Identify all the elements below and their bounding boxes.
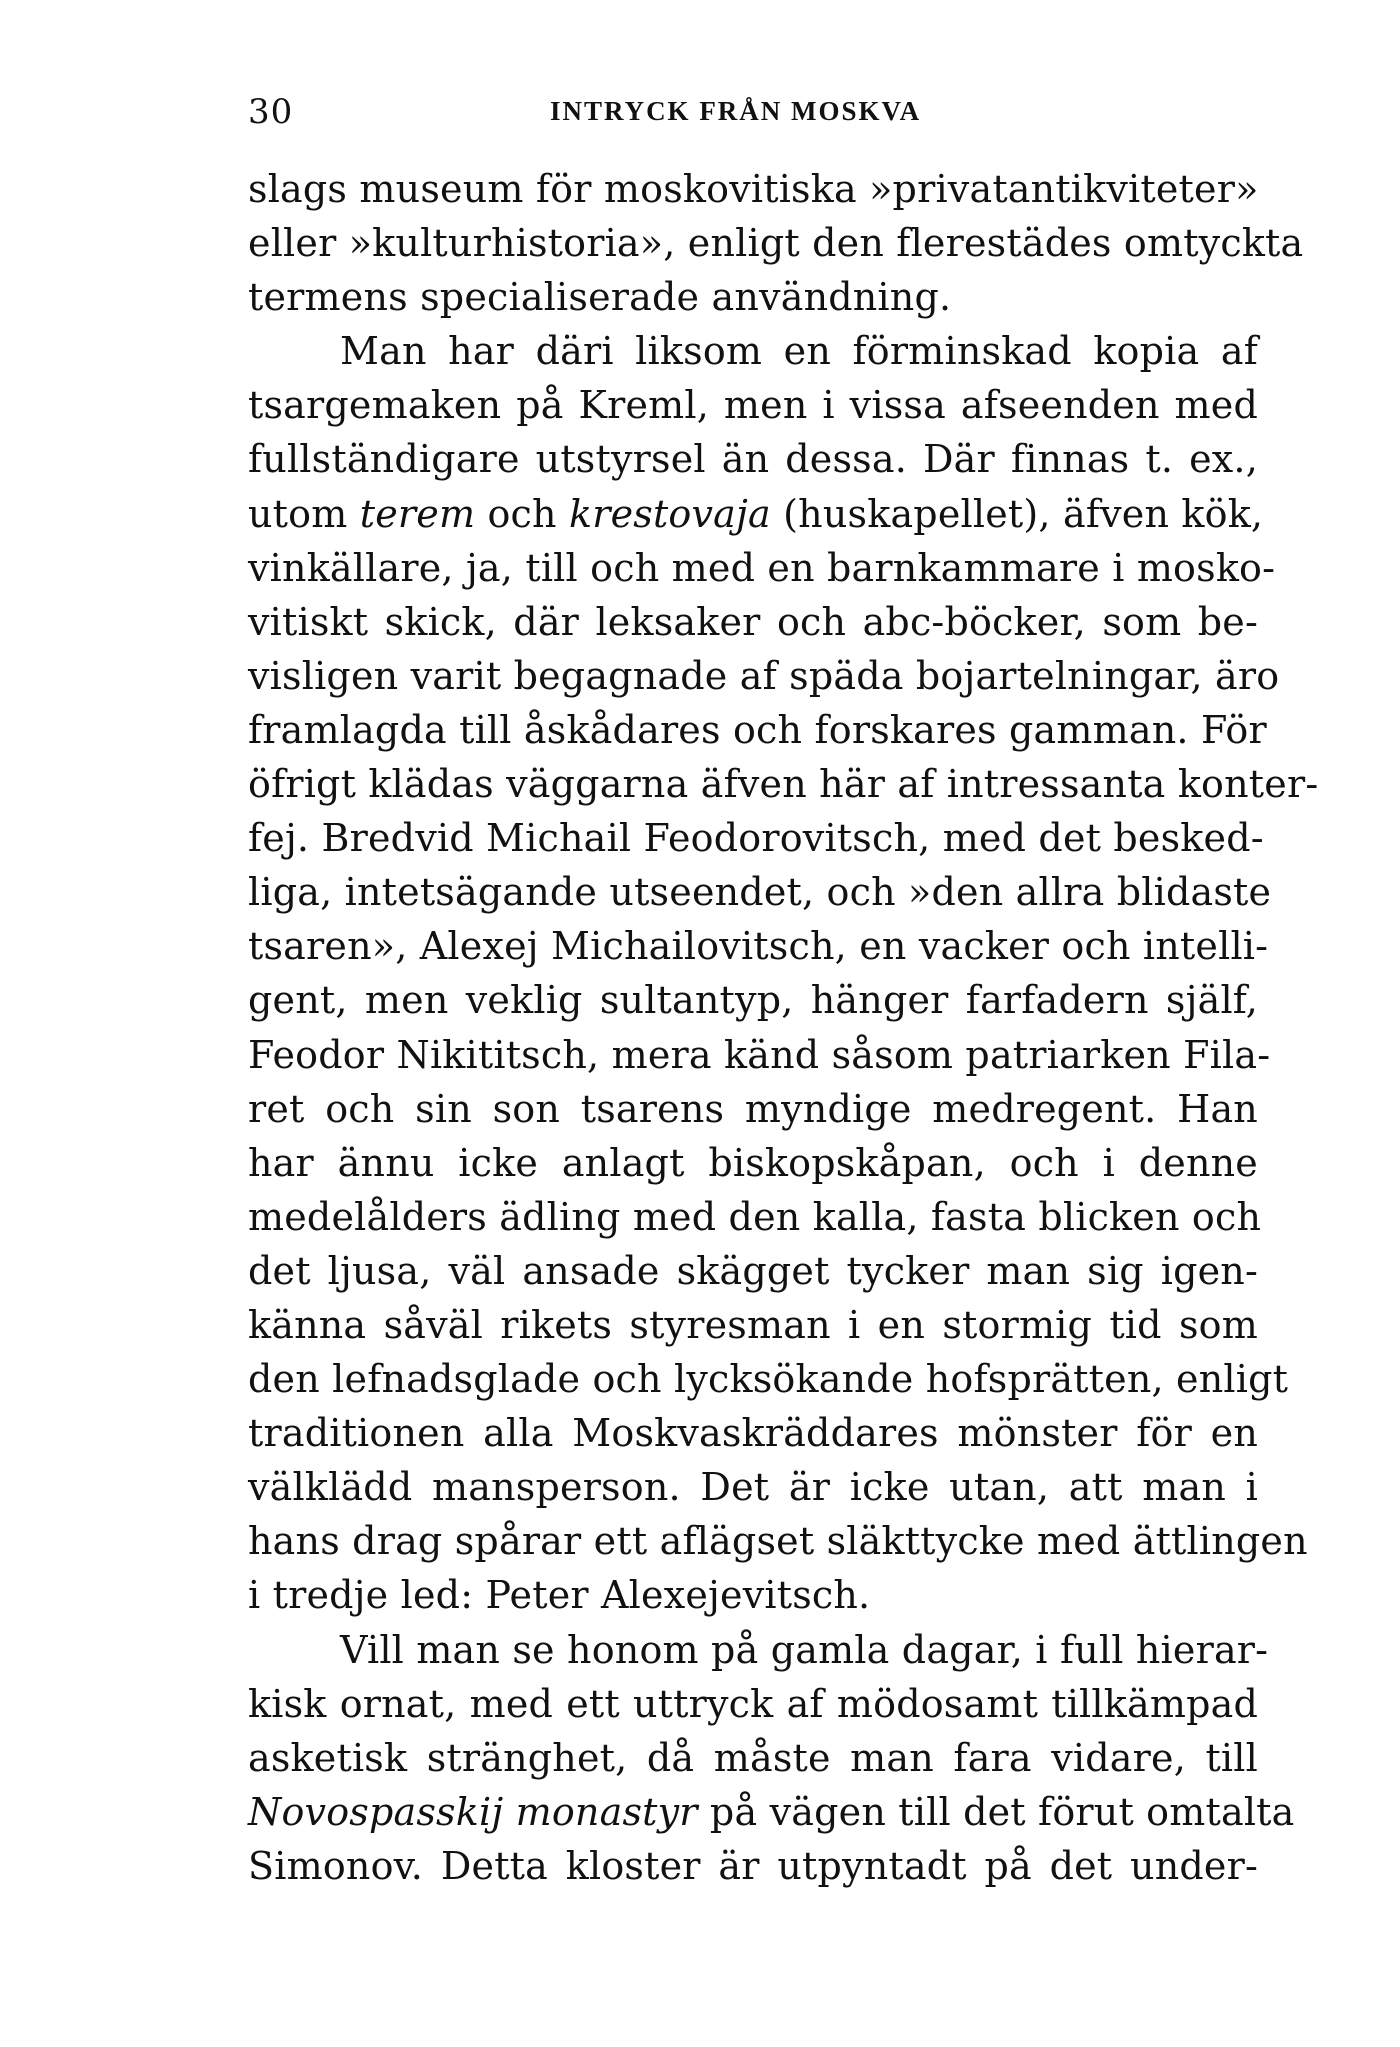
text-line: fej. Bredvid Michail Feodorovitsch, med det besked- <box>248 816 1264 861</box>
text-line: fullständigare utstyrsel än dessa. Där finnas t. ex., <box>248 437 1258 482</box>
text-line: det ljusa, väl ansade skägget tycker man sig igen- <box>248 1248 1258 1293</box>
text-line: tsaren», Alexej Michailovitsch, en vacker och intelli- <box>248 924 1269 969</box>
text-line: slags museum för moskovitiska »privatantikviteter» <box>248 167 1259 211</box>
running-head: INTRYCK FRÅN MOSKVA <box>550 96 922 126</box>
italic-term-terem: terem <box>359 491 476 536</box>
text-run: och <box>475 491 569 536</box>
text-line: framlagda till åskådares och forskares gamman. För <box>248 707 1267 752</box>
text-run: (huskapellet), äfven kök, <box>770 491 1264 536</box>
text-line: Simonov. Detta kloster är utpyntadt på det under- <box>248 1843 1258 1888</box>
text-line: vitiskt skick, där leksaker och abc-böcker, som be- <box>248 599 1258 644</box>
text-line: den lefnadsglade och lycksökande hofsprätten, enligt <box>248 1357 1289 1402</box>
text-line: ret och sin son tsarens myndige medregent. Han <box>248 1086 1258 1131</box>
text-line: hans drag spårar ett aflägset släkttycke med ättlingen <box>248 1519 1308 1564</box>
text-line: eller »kulturhistoria», enligt den flerestädes omtyckta <box>248 221 1304 266</box>
text-line: gent, men veklig sultantyp, hänger farfadern själf, <box>248 978 1258 1023</box>
text-line: vinkällare, ja, till och med en barnkammare i mosko- <box>248 545 1276 590</box>
text-line: har ännu icke anlagt biskopskåpan, och i denne <box>248 1140 1258 1185</box>
text-run: utom <box>248 491 360 536</box>
text-line: Man har däri liksom en förminskad kopia af <box>340 329 1258 374</box>
text-line: termens specialiserade användning. <box>248 275 952 320</box>
text-line: i tredje led: Peter Alexejevitsch. <box>248 1573 871 1618</box>
text-line-with-italics <box>248 487 1264 541</box>
text-line: Vill man se honom på gamla dagar, i full hierar- <box>340 1627 1269 1672</box>
body-text <box>248 162 1319 1893</box>
text-line: medelålders ädling med den kalla, fasta blicken och <box>248 1194 1262 1239</box>
page-number: 30 <box>248 92 294 132</box>
text-line: liga, intetsägande utseendet, och »den allra blidaste <box>248 870 1272 915</box>
text-line: asketisk stränghet, då måste man fara vidare, till <box>248 1735 1258 1780</box>
text-line: traditionen alla Moskvaskräddares mönster för en <box>248 1411 1258 1456</box>
text-run: på vägen till det förut omtalta <box>697 1789 1295 1834</box>
italic-term-novospasskij-monastyr: Novospasskij monastyr <box>248 1789 698 1834</box>
text-line: visligen varit begagnade af späda bojartelningar, äro <box>248 653 1280 698</box>
page-header <box>248 92 1258 132</box>
text-line: känna såväl rikets styresman i en stormig tid som <box>248 1302 1258 1347</box>
text-line: tsargemaken på Kreml, men i vissa afseenden med <box>248 383 1258 428</box>
text-line: kisk ornat, med ett uttryck af mödosamt tillkämpad <box>248 1681 1258 1726</box>
text-line: Feodor Nikititsch, mera känd såsom patriarken Fila- <box>248 1032 1271 1077</box>
text-line: välklädd mansperson. Det är icke utan, att man i <box>248 1465 1258 1510</box>
italic-term-krestovaja: krestovaja <box>568 491 771 536</box>
text-line: öfrigt klädas väggarna äfven här af intressanta konter- <box>248 762 1319 807</box>
text-line-with-italics <box>248 1785 1295 1839</box>
